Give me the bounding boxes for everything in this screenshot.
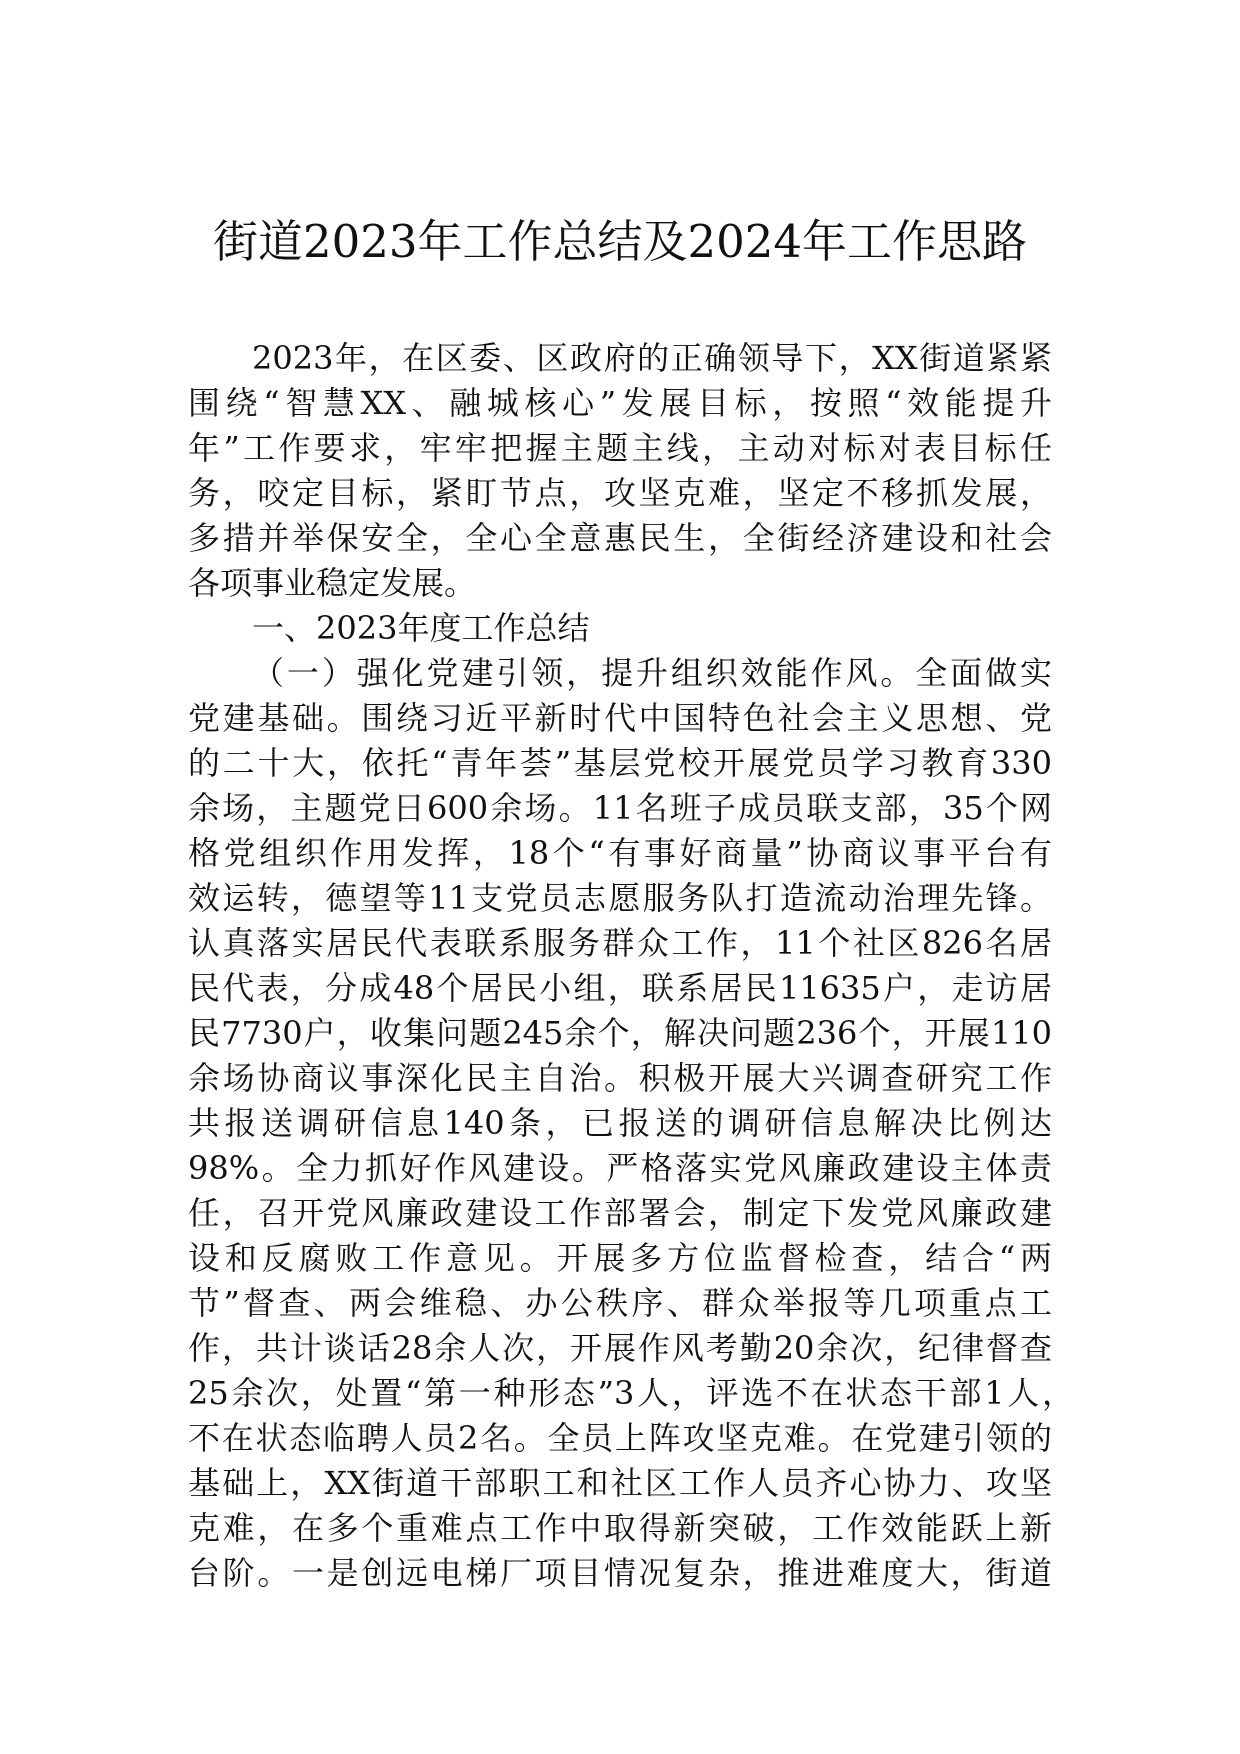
text-line: 认真落实居民代表联系服务群众工作，11个社区826名居 — [188, 924, 1052, 962]
text-line: 民7730户，收集问题245余个，解决问题236个，开展110 — [188, 1014, 1052, 1052]
text-line: 余场，主题党日600余场。11名班子成员联支部，35个网 — [188, 789, 1052, 827]
text-line: 年”工作要求，牢牢把握主题主线，主动对标对表目标任 — [188, 429, 1052, 467]
text-line: 共报送调研信息140条，已报送的调研信息解决比例达 — [188, 1104, 1052, 1142]
text-line: 务，咬定目标，紧盯节点，攻坚克难，坚定不移抓发展， — [188, 474, 1052, 512]
text-line: 民代表，分成48个居民小组，联系居民11635户，走访居 — [188, 969, 1052, 1007]
text-line: 台阶。一是创远电梯厂项目情况复杂，推进难度大，街道 — [188, 1554, 1052, 1592]
text-line: 各项事业稳定发展。 — [188, 564, 477, 602]
text-line: 不在状态临聘人员2名。全员上阵攻坚克难。在党建引领的 — [188, 1419, 1052, 1457]
text-line: （一）强化党建引领，提升组织效能作风。全面做实 — [252, 654, 1052, 692]
text-line: 设和反腐败工作意见。开展多方位监督检查，结合“两 — [188, 1239, 1052, 1277]
text-line: 2023年，在区委、区政府的正确领导下，XX街道紧紧 — [252, 339, 1052, 377]
text-line: 效运转，德望等11支党员志愿服务队打造流动治理先锋。 — [188, 879, 1052, 917]
text-line: 格党组织作用发挥，18个“有事好商量”协商议事平台有 — [188, 834, 1052, 872]
text-line: 党建基础。围绕习近平新时代中国特色社会主义思想、党 — [188, 699, 1052, 737]
text-line: 余场协商议事深化民主自治。积极开展大兴调查研究工作 — [188, 1059, 1052, 1097]
text-line: 25余次，处置“第一种形态”3人，评选不在状态干部1人， — [188, 1374, 1074, 1412]
text-line: 一、2023年度工作总结 — [252, 609, 590, 647]
document-body — [188, 336, 1074, 1596]
document-title: 街道2023年工作总结及2024年工作思路 — [212, 215, 1028, 268]
text-line: 98%。全力抓好作风建设。严格落实党风廉政建设主体责 — [188, 1149, 1052, 1187]
text-line: 围绕“智慧XX、融城核心”发展目标，按照“效能提升 — [188, 384, 1052, 422]
text-line: 作，共计谈话28余人次，开展作风考勤20余次，纪律督查 — [188, 1329, 1052, 1367]
text-line: 任，召开党风廉政建设工作部署会，制定下发党风廉政建 — [188, 1194, 1052, 1232]
text-line: 基础上，XX街道干部职工和社区工作人员齐心协力、攻坚 — [188, 1464, 1052, 1502]
text-line: 多措并举保安全，全心全意惠民生，全街经济建设和社会 — [188, 519, 1052, 557]
text-line: 的二十大，依托“青年荟”基层党校开展党员学习教育330 — [188, 744, 1052, 782]
text-line: 节”督查、两会维稳、办公秩序、群众举报等几项重点工 — [188, 1284, 1052, 1322]
text-line: 克难，在多个重难点工作中取得新突破，工作效能跃上新 — [188, 1509, 1052, 1547]
